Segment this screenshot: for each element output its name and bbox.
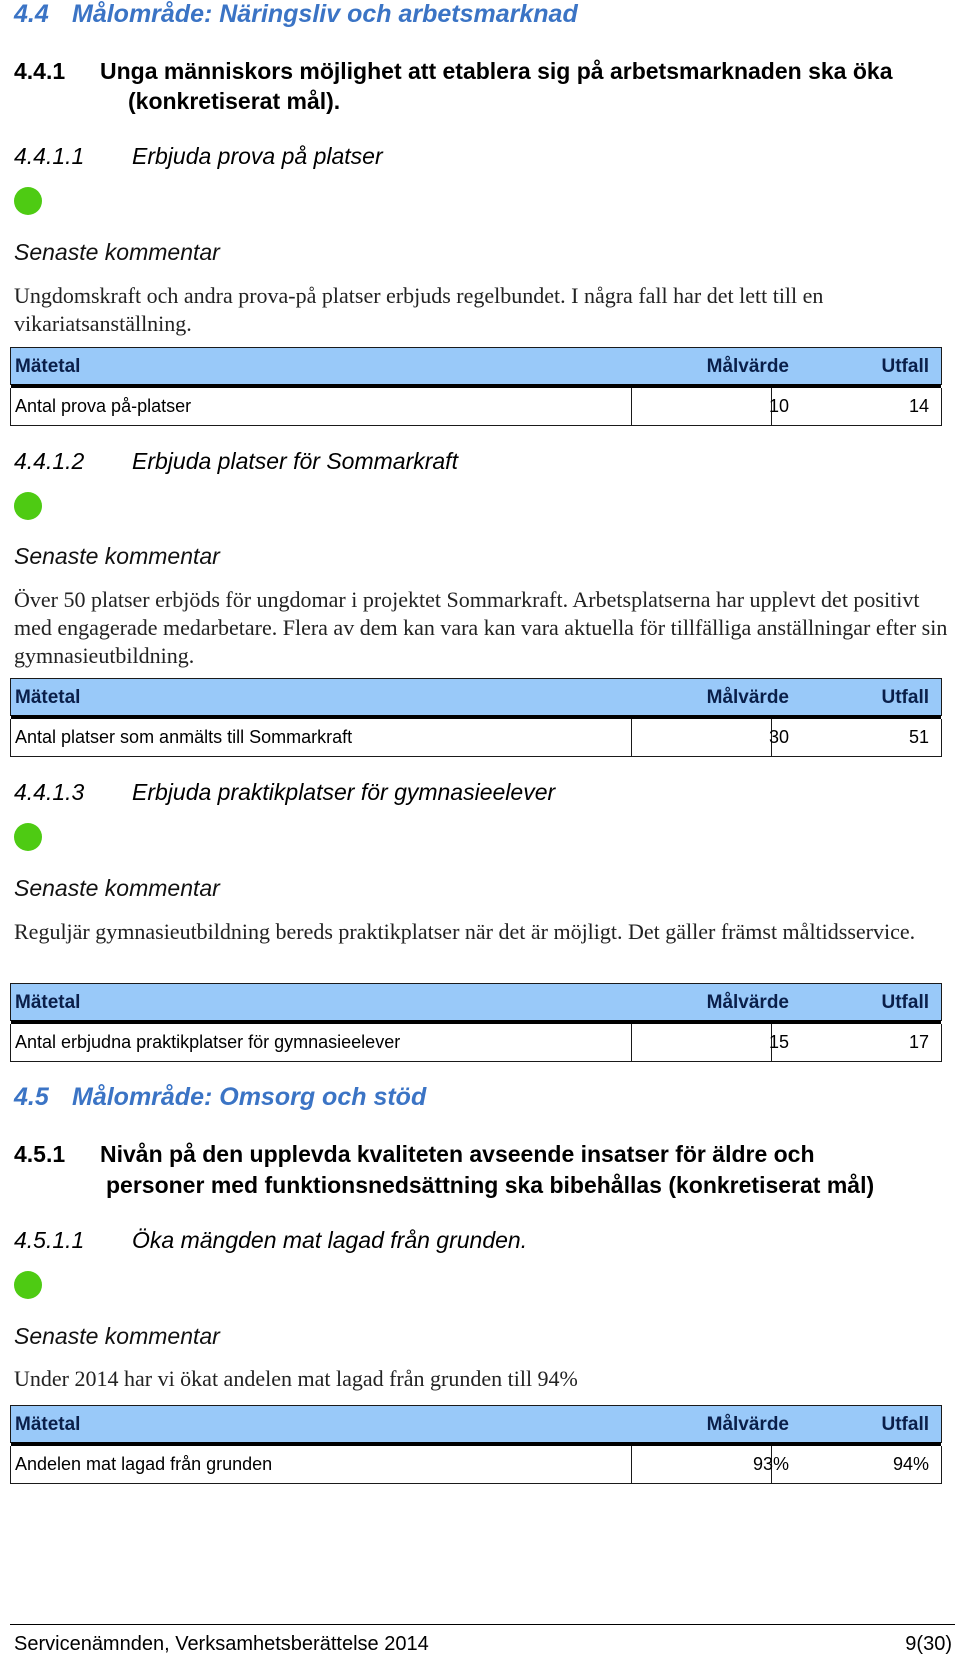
comment-label: Senaste kommentar <box>14 1323 220 1349</box>
col-header-metric: Mätetal <box>15 1414 81 1435</box>
goal-title-line1: Nivån på den upplevda kvaliteten avseende insatser för äldre och <box>100 1141 815 1167</box>
footer-document-title: Servicenämnden, Verksamhetsberättelse 2014 <box>14 1633 429 1655</box>
col-header-target: Målvärde <box>706 992 789 1013</box>
activity-number: 4.5.1.1 <box>14 1227 85 1253</box>
cell-target: 93% <box>752 1454 789 1474</box>
cell-divider <box>631 388 632 425</box>
cell-outcome: 51 <box>908 727 929 747</box>
table-row <box>10 719 942 757</box>
goal-number: 4.5.1 <box>14 1141 66 1167</box>
metrics-table <box>10 983 942 1062</box>
status-indicator-green <box>14 187 42 215</box>
cell-target: 10 <box>768 396 789 416</box>
cell-outcome: 17 <box>908 1032 929 1052</box>
comment-label: Senaste kommentar <box>14 543 220 569</box>
cell-target: 30 <box>768 727 789 747</box>
section-heading <box>14 1083 426 1112</box>
metrics-table <box>10 1405 942 1484</box>
metrics-table <box>10 347 942 426</box>
section-heading <box>14 0 578 29</box>
table-row <box>10 388 942 426</box>
status-indicator-green <box>14 823 42 851</box>
goal-number: 4.4.1 <box>14 58 66 84</box>
activity-heading <box>14 1227 527 1254</box>
col-header-target: Målvärde <box>706 356 789 377</box>
cell-metric: Antal platser som anmälts till Sommarkraft <box>15 727 353 747</box>
metrics-table <box>10 678 942 757</box>
comment-label: Senaste kommentar <box>14 239 220 265</box>
activity-title: Erbjuda platser för Sommarkraft <box>132 448 458 474</box>
cell-divider <box>631 719 632 756</box>
section-number: 4.4 <box>14 0 49 28</box>
cell-outcome: 14 <box>908 396 929 416</box>
cell-metric: Antal erbjudna praktikplatser för gymnasieelever <box>15 1032 401 1052</box>
activity-title: Öka mängden mat lagad från grunden. <box>132 1227 528 1253</box>
activity-number: 4.4.1.1 <box>14 143 85 169</box>
footer-rule <box>10 1624 955 1625</box>
activity-heading <box>14 448 458 475</box>
table-row <box>10 1446 942 1484</box>
cell-divider <box>631 1446 632 1483</box>
activity-heading <box>14 779 555 806</box>
comment-text: Under 2014 har vi ökat andelen mat lagad från grunden till 94% <box>14 1366 578 1391</box>
goal-title-line1: Unga människors möjlighet att etablera sig på arbetsmarknaden ska öka <box>100 58 893 84</box>
col-header-metric: Mätetal <box>15 356 81 377</box>
table-header <box>10 983 942 1021</box>
col-header-target: Målvärde <box>706 1414 789 1435</box>
comment-text: Över 50 platser erbjöds för ungdomar i projektet Sommarkraft. Arbetsplatserna har upplevt det positivt med engagerade medarbetare. Flera av dem kan vara kan vara aktuella för tillfälliga anställningar efter sin gymnasieutbildning. <box>14 587 948 668</box>
section-title: Målområde: Näringsliv och arbetsmarknad <box>72 0 578 28</box>
cell-target: 15 <box>768 1032 789 1052</box>
comment-label: Senaste kommentar <box>14 875 220 901</box>
goal-title-line2: personer med funktionsnedsättning ska bibehållas (konkretiserat mål) <box>106 1172 875 1198</box>
comment-text: Ungdomskraft och andra prova-på platser erbjuds regelbundet. I några fall har det lett till en vikariatsanställning. <box>14 283 824 336</box>
activity-number: 4.4.1.3 <box>14 779 85 805</box>
col-header-metric: Mätetal <box>15 992 81 1013</box>
cell-metric: Antal prova på-platser <box>15 396 192 416</box>
table-header <box>10 1405 942 1443</box>
comment-text: Reguljär gymnasieutbildning bereds praktikplatser när det är möjligt. Det gäller främst måltidsservice. <box>14 919 916 944</box>
cell-divider <box>631 1024 632 1061</box>
col-header-metric: Mätetal <box>15 687 81 708</box>
col-header-outcome: Utfall <box>881 1414 929 1435</box>
goal-title-line2: (konkretiserat mål). <box>128 88 341 114</box>
cell-metric: Andelen mat lagad från grunden <box>15 1454 273 1474</box>
activity-heading <box>14 143 383 170</box>
col-header-outcome: Utfall <box>881 687 929 708</box>
goal-heading <box>0 1141 940 1203</box>
status-indicator-green <box>14 1271 42 1299</box>
table-header <box>10 347 942 385</box>
section-title: Målområde: Omsorg och stöd <box>72 1083 427 1111</box>
activity-title: Erbjuda prova på platser <box>132 143 383 169</box>
col-header-outcome: Utfall <box>881 356 929 377</box>
cell-outcome: 94% <box>892 1454 929 1474</box>
col-header-outcome: Utfall <box>881 992 929 1013</box>
footer-page-number: 9(30) <box>905 1633 952 1655</box>
col-header-target: Målvärde <box>706 687 789 708</box>
status-indicator-green <box>14 492 42 520</box>
activity-title: Erbjuda praktikplatser för gymnasieelever <box>132 779 556 805</box>
section-number: 4.5 <box>14 1083 49 1111</box>
table-header <box>10 678 942 716</box>
table-row <box>10 1024 942 1062</box>
goal-heading <box>0 58 940 118</box>
activity-number: 4.4.1.2 <box>14 448 85 474</box>
